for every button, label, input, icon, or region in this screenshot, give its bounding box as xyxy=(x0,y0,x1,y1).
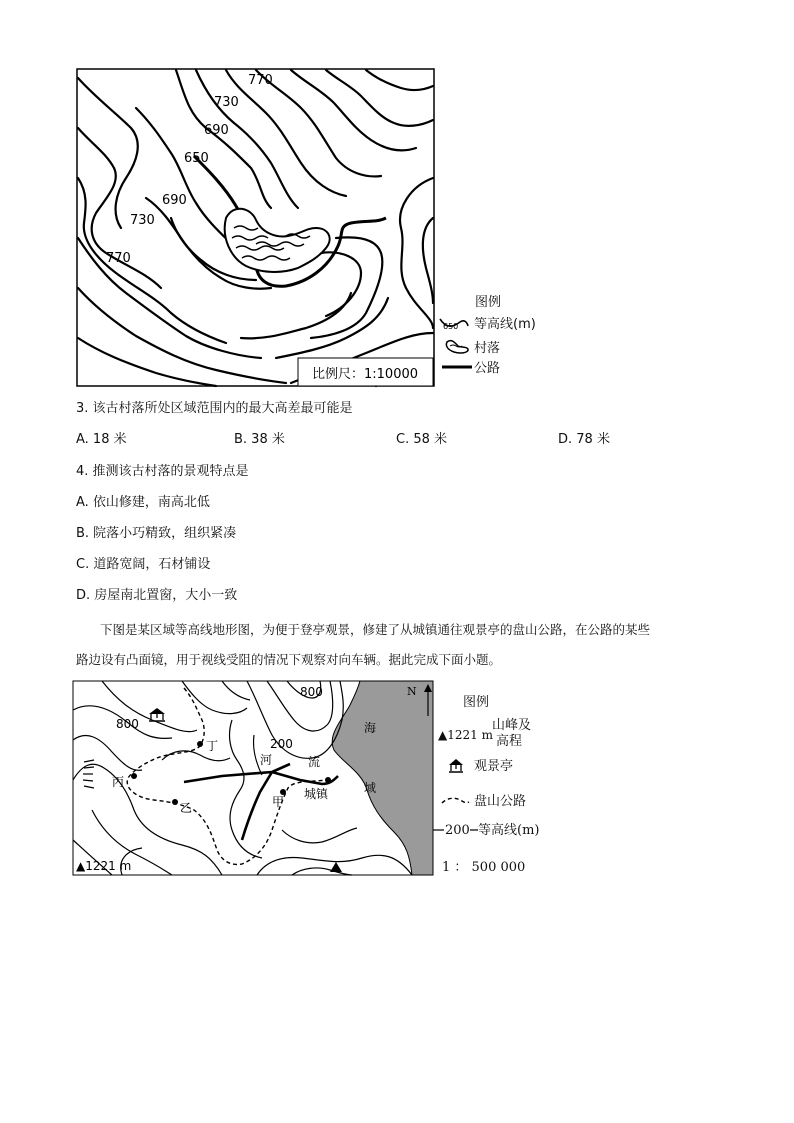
legend-1-title: 图例 xyxy=(475,295,502,310)
contour-map-1 xyxy=(76,68,436,388)
place-ding: 丁 xyxy=(206,739,219,753)
legend-road2-label: 盘山公路 xyxy=(474,794,527,809)
sea-label-hai: 海 xyxy=(364,721,377,735)
contour-label-800-top: 800 xyxy=(300,685,323,699)
legend-road-label: 公路 xyxy=(474,361,501,376)
place-yi: 乙 xyxy=(180,801,193,815)
question-3-option-d: D. 78 米 xyxy=(558,432,610,447)
question-3-stem: 3. 该古村落所处区域范围内的最大高差最可能是 xyxy=(76,401,353,416)
place-town: 城镇 xyxy=(304,787,329,801)
contour-label-650: 650 xyxy=(184,151,209,166)
contour-label-800-left: 800 xyxy=(116,717,139,731)
north-arrow-icon xyxy=(422,682,434,718)
legend-road-line xyxy=(440,364,474,370)
question-3-option-c: C. 58 米 xyxy=(396,432,448,447)
contour-label-770-top: 770 xyxy=(248,73,273,88)
question-4-option-c: C. 道路宽阔，石材铺设 xyxy=(76,557,211,572)
contour-label-690-left: 690 xyxy=(162,193,187,208)
legend-contour2-label: 等高线(m) xyxy=(478,823,540,838)
river-label-he: 河 xyxy=(260,753,273,767)
contour-label-770-left: 770 xyxy=(106,251,131,266)
contour-label-730-top: 730 xyxy=(214,95,239,110)
intro-line-1: 下图是某区域等高线地形图，为便于登亭观景，修建了从城镇通往观景亭的盘山公路，在公路的某些 xyxy=(100,622,651,637)
river-label-liu: 流 xyxy=(308,755,321,769)
legend-2-title: 图例 xyxy=(463,695,490,710)
legend-contour-line xyxy=(433,826,445,834)
legend-peak-sample: ▲1221 m xyxy=(438,728,493,742)
legend-pavilion-icon xyxy=(448,758,464,774)
legend-pavilion-label: 观景亭 xyxy=(474,759,514,774)
contour-label-730-left: 730 xyxy=(130,213,155,228)
question-3-option-b: B. 38 米 xyxy=(234,432,285,447)
scale-text: 比例尺：1:10000 xyxy=(312,367,419,382)
legend-village-icon xyxy=(444,338,472,356)
legend-contour-label: 等高线(m) xyxy=(474,317,536,332)
question-4-stem: 4. 推测该古村落的景观特点是 xyxy=(76,464,249,479)
question-4-option-b: B. 院落小巧精致，组织紧凑 xyxy=(76,526,237,541)
place-jia: 甲 xyxy=(272,795,285,809)
sea-label-yu: 域 xyxy=(364,781,377,795)
legend-contour-sample-2: 200 xyxy=(445,823,470,838)
svg-text:650: 650 xyxy=(443,322,459,331)
question-4-option-d: D. 房屋南北置窗，大小一致 xyxy=(76,588,238,603)
contour-label-200: 200 xyxy=(270,737,293,751)
contour-map-2 xyxy=(72,680,434,876)
question-3-option-a: A. 18 米 xyxy=(76,432,127,447)
legend-peak-label-2: 高程 xyxy=(496,734,523,749)
north-label: N xyxy=(407,685,417,698)
legend-contour-line-2 xyxy=(470,826,478,834)
contour-label-690-top: 690 xyxy=(204,123,229,138)
place-bing: 丙 xyxy=(112,775,125,789)
legend-road-dashed xyxy=(440,796,470,806)
legend-peak-label: 山峰及 xyxy=(492,718,532,733)
peak-label: ▲1221 m xyxy=(76,859,132,873)
legend-scale-2: 1 ： 500 000 xyxy=(442,860,526,875)
question-4-option-a: A. 依山修建，南高北低 xyxy=(76,495,210,510)
legend-village-label: 村落 xyxy=(474,341,501,356)
legend-contour-sample xyxy=(438,314,470,332)
intro-line-2: 路边设有凸面镜，用于视线受阻的情况下观察对向车辆。据此完成下面小题。 xyxy=(76,652,502,667)
